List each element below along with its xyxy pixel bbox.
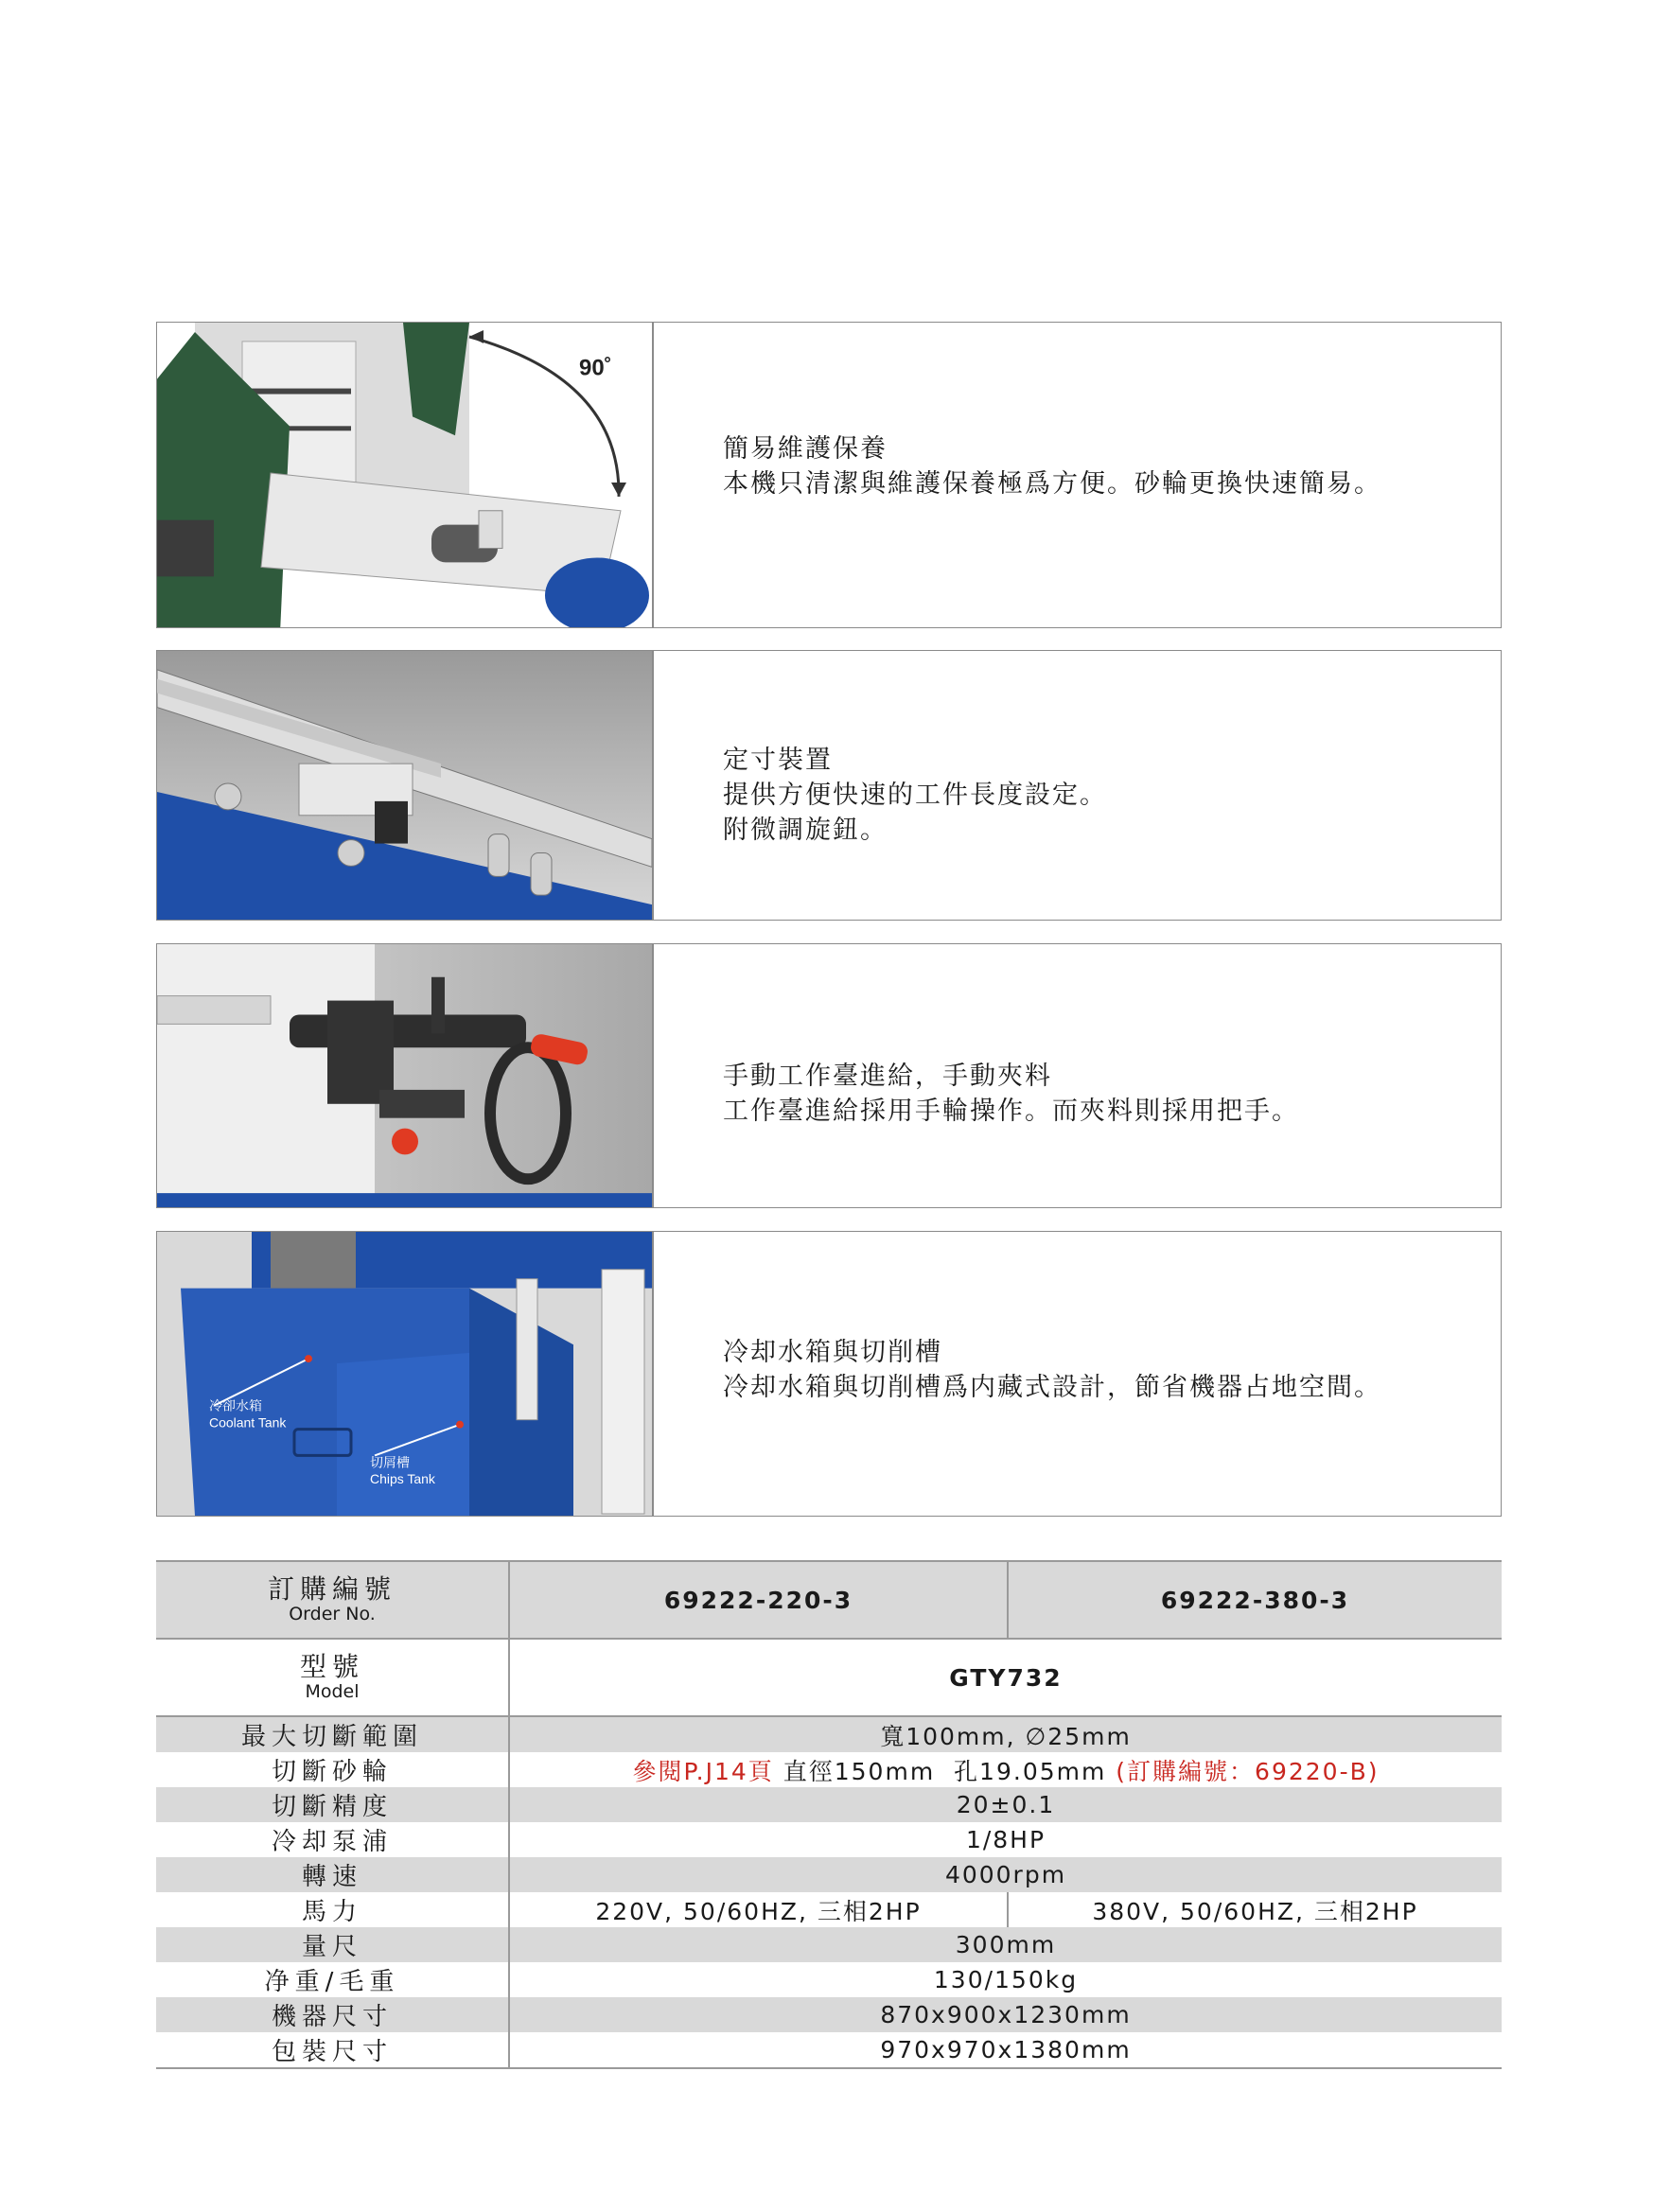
wheel-size: 直徑150mm 孔19.05mm	[773, 1757, 1117, 1785]
order-label-en: Order No.	[289, 1604, 376, 1624]
chips-callout-en: Chips Tank	[370, 1471, 435, 1487]
spec-row	[156, 2032, 1502, 2068]
feature-coolant-tank	[156, 1231, 1502, 1517]
spec-row	[156, 1716, 1502, 1752]
length-stop-text	[723, 743, 1107, 848]
spec-value: 970x970x1380mm	[509, 2032, 1502, 2068]
feature-title: 定寸裝置	[723, 746, 833, 775]
spec-value: 300mm	[509, 1927, 1502, 1962]
model-label-en: Model	[305, 1681, 360, 1702]
maintenance-photo	[157, 323, 654, 627]
spec-label: 機器尺寸	[156, 1997, 509, 2032]
order-label-cn: 訂購編號	[267, 1573, 396, 1605]
feature-title: 手動工作臺進給，手動夾料	[723, 1062, 1052, 1091]
order-number-a: 69222-220-3	[509, 1561, 1008, 1639]
spec-value-380v: 380V, 50/60HZ, 三相2HP	[1092, 1897, 1418, 1925]
spec-label: 最大切斷範圍	[156, 1716, 509, 1752]
angle-label: 90˚	[579, 355, 612, 381]
model-row	[156, 1639, 1502, 1716]
spec-label: 切斷砂輪	[156, 1752, 509, 1787]
spec-value: 130/150kg	[933, 1966, 1079, 1993]
spec-label: 馬力	[156, 1892, 509, 1927]
feature-line: 工作臺進給採用手輪操作。而夾料則採用把手。	[723, 1097, 1299, 1126]
feature-line: 附微調旋鈕。	[723, 816, 888, 845]
spec-value: 1/8HP	[965, 1826, 1046, 1853]
feature-length-stop	[156, 650, 1502, 921]
spec-label: 冷却泵浦	[156, 1822, 509, 1857]
length-stop-photo	[157, 651, 654, 920]
manual-feed-photo	[157, 944, 654, 1207]
feature-title: 簡易維護保養	[723, 434, 888, 464]
spec-row	[156, 1787, 1502, 1822]
spec-value	[509, 1752, 1502, 1787]
spec-row	[156, 1752, 1502, 1787]
order-label	[156, 1561, 509, 1639]
spec-label: 包裝尺寸	[156, 2032, 509, 2068]
spec-label: 轉速	[156, 1857, 509, 1892]
page-reference: 參閱P.J14頁	[632, 1757, 774, 1785]
order-number-b: 69222-380-3	[1008, 1561, 1502, 1639]
spec-row	[156, 1822, 1502, 1857]
model-label-cn: 型號	[299, 1651, 364, 1682]
manual-feed-text	[723, 1059, 1299, 1129]
coolant-callout-cn: 冷卻水箱	[209, 1398, 262, 1414]
coolant-tank-photo	[157, 1232, 654, 1516]
spec-value: 4000rpm	[509, 1857, 1502, 1892]
feature-manual-feed	[156, 943, 1502, 1208]
coolant-tank-text	[723, 1335, 1381, 1405]
spec-value: 870x900x1230mm	[509, 1997, 1502, 2032]
spec-row	[156, 1997, 1502, 2032]
model-label	[156, 1639, 509, 1716]
model-value: GTY732	[509, 1639, 1502, 1716]
feature-maintenance	[156, 322, 1502, 628]
coolant-callout-en: Coolant Tank	[209, 1414, 287, 1431]
chips-callout-cn: 切屑槽	[370, 1455, 410, 1471]
spec-row	[156, 1927, 1502, 1962]
spec-value: 寬100mm, ∅25mm	[509, 1716, 1502, 1752]
feature-line: 本機只清潔與維護保養極爲方便。砂輪更換快速簡易。	[723, 469, 1381, 499]
spec-row	[156, 1857, 1502, 1892]
spec-row	[156, 1892, 1502, 1927]
spec-table	[156, 1560, 1502, 2069]
feature-title: 冷却水箱與切削槽	[723, 1338, 942, 1367]
spec-row	[156, 1962, 1502, 1997]
spec-value: 20±0.1	[509, 1787, 1502, 1822]
feature-line: 提供方便快速的工件長度設定。	[723, 781, 1107, 810]
maintenance-text	[723, 431, 1381, 501]
feature-line: 冷却水箱與切削槽爲内藏式設計，節省機器占地空間。	[723, 1373, 1381, 1402]
order-row	[156, 1561, 1502, 1639]
spec-value-220v: 220V, 50/60HZ, 三相2HP	[509, 1892, 1008, 1927]
spec-label: 量尺	[156, 1927, 509, 1962]
spec-label: 切斷精度	[156, 1787, 509, 1822]
spec-label: 净重/毛重	[156, 1962, 509, 1997]
wheel-order-number: (訂購編號：69220-B)	[1116, 1757, 1380, 1785]
